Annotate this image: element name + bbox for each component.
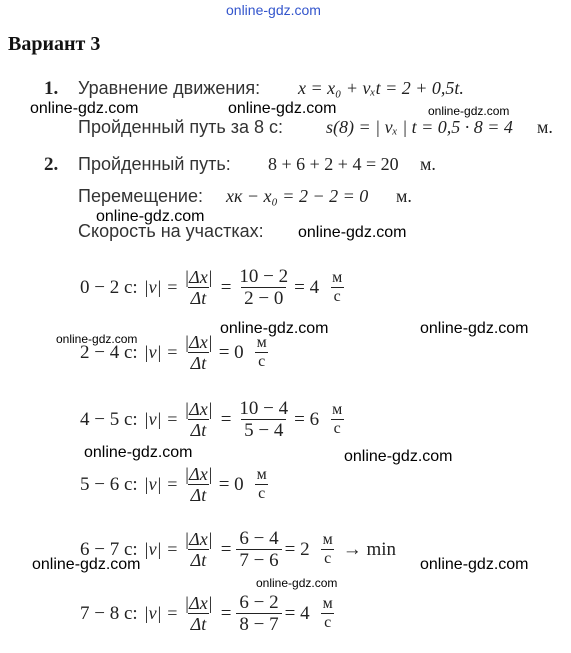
equation-label: Уравнение движения: bbox=[78, 78, 261, 98]
path-total-label: Пройденный путь: bbox=[78, 154, 231, 174]
unit-fraction: $\frac{м}{с}$ bbox=[322, 595, 333, 632]
segment-result: = 0 bbox=[218, 341, 244, 363]
value-fraction: $\frac{6 - 2}{8 - 7}$ bbox=[236, 592, 281, 636]
watermark: online-gdz.com bbox=[344, 448, 453, 465]
value-fraction: $\frac{6 - 4}{7 - 6}$ bbox=[236, 528, 281, 572]
ratio-fraction: $\frac{|\Delta x|}{\Delta t}$ bbox=[184, 529, 213, 571]
segment-row: 7 − 8 с: |v| = $\frac{|\Delta x|}{\Delta t}$ = $\frac{6 - 2}{8 - 7}$ = 4 $\frac{м}{с}$ bbox=[80, 592, 339, 636]
segment-row bbox=[80, 464, 273, 505]
watermark-top: online-gdz.com bbox=[226, 2, 321, 18]
watermark: online-gdz.com bbox=[32, 556, 141, 573]
segment-result: = 6 bbox=[294, 408, 320, 430]
path-formula: s(8) = | vₓ | t = 0,5 · 8 = 4 bbox=[326, 117, 513, 137]
speed-label: Скорость на участках: bbox=[78, 221, 264, 241]
speed-symbol: |v| = bbox=[143, 409, 179, 430]
segment-row: 0 − 2 с: |v| = $\frac{|\Delta x|}{\Delta t}$ = $\frac{10 - 2}{2 - 0}$ = 4 $\frac{м}{с}$ bbox=[80, 266, 348, 310]
path-unit: м. bbox=[537, 117, 553, 137]
segment-row: 6 − 7 с: |v| = $\frac{|\Delta x|}{\Delta t}$ = $\frac{6 - 4}{7 - 6}$ = 2 $\frac{м}{с}$ → min bbox=[80, 528, 397, 572]
watermark: online-gdz.com bbox=[96, 208, 205, 225]
unit-fraction: $\frac{м}{с}$ bbox=[322, 531, 333, 568]
path-label: Пройденный путь за 8 с: bbox=[78, 117, 284, 137]
problem-number: 1. bbox=[44, 78, 59, 99]
ratio-fraction: $\frac{|\Delta x|}{\Delta t}$ bbox=[184, 399, 213, 441]
path-total-formula: 8 + 6 + 2 + 4 = 20 bbox=[268, 154, 399, 174]
problem-number: 2. bbox=[44, 154, 59, 175]
displacement-label: Перемещение: bbox=[78, 186, 203, 206]
unit-fraction: $\frac{м}{с}$ bbox=[256, 466, 267, 503]
value-fraction: $\frac{10 - 4}{5 - 4}$ bbox=[239, 398, 289, 442]
segment-result: = 4 bbox=[294, 276, 320, 298]
watermark: online-gdz.com bbox=[420, 556, 529, 573]
segment-row bbox=[80, 332, 273, 373]
unit-fraction: $\frac{м}{с}$ bbox=[332, 401, 343, 438]
unit-fraction: $\frac{м}{с}$ bbox=[256, 334, 267, 371]
min-note: → min bbox=[342, 538, 397, 560]
speed-symbol: |v| = bbox=[143, 539, 179, 560]
watermark: online-gdz.com bbox=[228, 100, 337, 117]
segment-interval: 6 − 7 с: bbox=[80, 538, 138, 560]
ratio-fraction: $\frac{|\Delta x|}{\Delta t}$ bbox=[184, 464, 213, 506]
ratio-fraction: $\frac{|\Delta x|}{\Delta t}$ bbox=[184, 267, 213, 309]
value-fraction: $\frac{10 - 2}{2 - 0}$ bbox=[239, 266, 289, 310]
speed-symbol: |v| = bbox=[143, 603, 179, 624]
ratio-fraction: $\frac{|\Delta x|}{\Delta t}$ bbox=[184, 593, 213, 635]
path-total-unit: м. bbox=[420, 154, 436, 174]
watermark: online-gdz.com bbox=[298, 224, 407, 241]
watermark: online-gdz.com bbox=[84, 444, 193, 461]
segment-result: = 2 bbox=[284, 538, 310, 560]
displacement-unit: м. bbox=[396, 186, 412, 206]
watermark: online-gdz.com bbox=[420, 320, 529, 337]
equation-formula: x = x₀ + vₓt = 2 + 0,5t. bbox=[298, 78, 464, 98]
speed-symbol: |v| = bbox=[143, 342, 179, 363]
segment-interval: 7 − 8 с: bbox=[80, 602, 138, 624]
segment-result: = 0 bbox=[218, 473, 244, 495]
segment-row: 4 − 5 с: |v| = $\frac{|\Delta x|}{\Delta t}$ = $\frac{10 - 4}{5 - 4}$ = 6 $\frac{м}{с}$ bbox=[80, 398, 348, 442]
segment-result: = 4 bbox=[284, 602, 310, 624]
segment-interval: 4 − 5 с: bbox=[80, 408, 138, 430]
segment-interval: 2 − 4 с: bbox=[80, 341, 138, 363]
watermark: online-gdz.com bbox=[30, 100, 139, 117]
segment-interval: 0 − 2 с: bbox=[80, 276, 138, 298]
ratio-fraction: $\frac{|\Delta x|}{\Delta t}$ bbox=[184, 332, 213, 374]
unit-fraction: $\frac{м}{с}$ bbox=[332, 269, 343, 306]
watermark: online-gdz.com bbox=[428, 104, 510, 118]
speed-symbol: |v| = bbox=[143, 474, 179, 495]
displacement-formula: xк − x₀ = 2 − 2 = 0 bbox=[226, 186, 369, 206]
watermark: online-gdz.com bbox=[256, 576, 338, 590]
segment-interval: 5 − 6 с: bbox=[80, 473, 138, 495]
watermark: online-gdz.com bbox=[56, 332, 138, 346]
speed-symbol: |v| = bbox=[143, 277, 179, 298]
watermark: online-gdz.com bbox=[220, 320, 329, 337]
page-title: Вариант 3 bbox=[8, 33, 101, 55]
